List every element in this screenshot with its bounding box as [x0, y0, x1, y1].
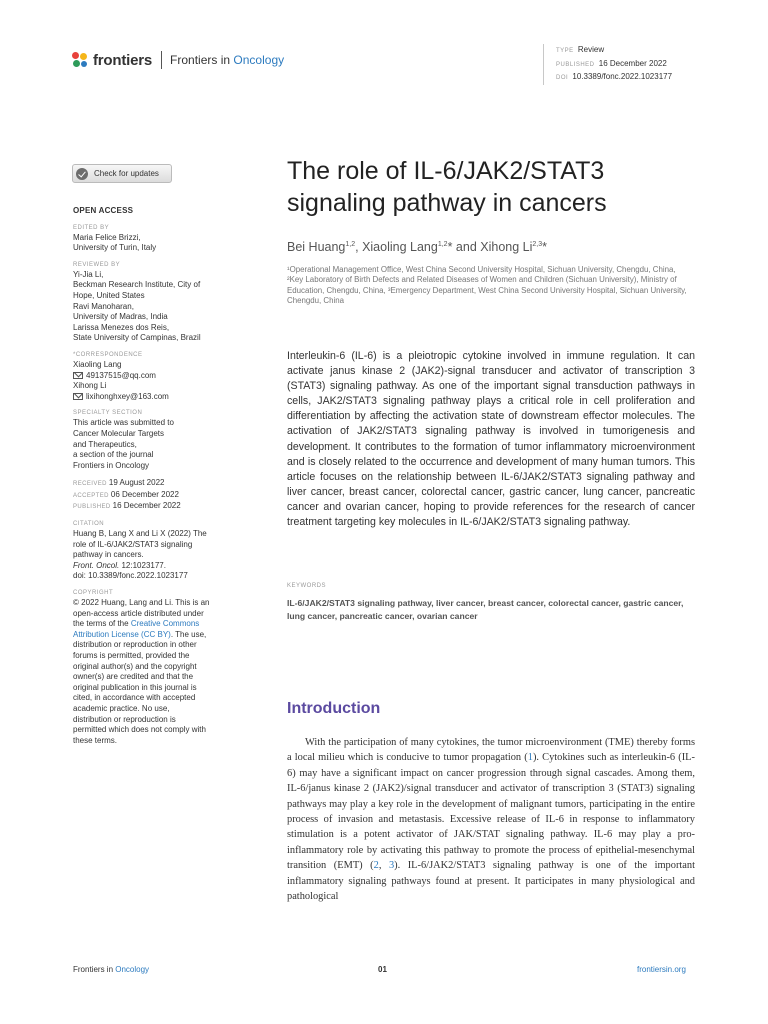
logo-wordmark: frontiers: [93, 51, 153, 69]
published-key: PUBLISHED: [556, 61, 595, 68]
reviewer-line: Hope, United States: [73, 290, 145, 300]
corresponding-mark: *: [542, 240, 547, 254]
author-affiliation-sup: 1,2: [345, 240, 356, 248]
specialty-line: Cancer Molecular Targets: [73, 428, 165, 438]
body-text: ,: [378, 860, 389, 872]
published-value: 16 December 2022: [112, 501, 181, 511]
copyright-line: permitted which does not comply with: [73, 725, 206, 735]
published-value: 16 December 2022: [598, 58, 667, 68]
type-key: TYPE: [556, 48, 574, 54]
page-number: 01: [378, 965, 387, 974]
author-name[interactable]: Bei Huang: [287, 240, 346, 254]
author-separator: and: [452, 240, 481, 254]
corresponding-mark: *: [447, 240, 453, 254]
email-icon: [73, 372, 83, 379]
correspondent-name: Xiaoling Lang: [73, 359, 122, 369]
copyright-line: forums is permitted, provided the: [73, 651, 190, 660]
copyright-line: distribution or reproduction is: [73, 714, 176, 724]
keywords-heading: KEYWORDS: [287, 583, 327, 589]
copyright-line: original author(s) and the copyright: [73, 661, 197, 671]
reviewer-line: University of Madras, India: [73, 312, 168, 322]
body-text: ). Cytokines such as interleukin-6 (IL-6) may have a significant impact on cancer progression through signal cascades. Among them, IL-6/janus kinase 2 (JAK2)/signal transducer and activator of transcription 3 (STAT3) signaling pathways may play a key role in the development of malignant tumors, participating in the entire process of invasion and metastasis. Excessive release of IL-6 in response to inflammatory stimulation is a potent activator of JAK/STAT signaling pathway. IL-6 may play a pro-inflammatory role by activating this pathway to promote the process of epithelial-mesenchymal transition (EMT) (: [287, 752, 695, 872]
copyright-line: academic practice. No use,: [73, 703, 170, 713]
article-title: The role of IL-6/JAK2/STAT3 signaling pathway in cancers: [287, 157, 607, 217]
published-row: [73, 501, 243, 513]
accepted-key: ACCEPTED: [73, 492, 109, 499]
editor-line: University of Turin, Italy: [73, 243, 157, 253]
specialty-line: a section of the journal: [73, 450, 154, 460]
dates-block: [73, 478, 243, 513]
specialty-line: Frontiers in Oncology: [73, 460, 150, 470]
citation-line: pathway in cancers.: [73, 550, 144, 560]
check-icon: [76, 168, 88, 180]
copyright-line: © 2022 Huang, Lang and Li. This is an: [73, 598, 210, 608]
check-for-updates-label: Check for updates: [94, 169, 159, 178]
copyright-line: [73, 630, 243, 641]
published-key: PUBLISHED: [73, 504, 111, 511]
header-divider: [161, 51, 162, 69]
keywords: IL-6/JAK2/STAT3 signaling pathway, liver cancer, breast cancer, colorectal cancer, gastric cancer, lung cancer, pancreatic cancer, ovarian cancer: [287, 598, 684, 621]
email-icon: [73, 393, 83, 400]
copyright-line: cited, in accordance with accepted: [73, 693, 196, 703]
received-row: [73, 478, 243, 490]
type-value: Review: [577, 45, 605, 54]
footer-journal[interactable]: [73, 965, 149, 974]
citation-volume: 12:1023177.: [119, 560, 166, 570]
doi-key: DOI: [556, 75, 569, 81]
correspondent-email[interactable]: lixihonghxey@163.com: [86, 391, 169, 401]
edited-by-heading: EDITED BY: [73, 224, 110, 231]
body-text: With the participation of many cytokines, the tumor microenvironment (TME) thereby forms a local milieu which is conducive to tumor propagation (: [287, 737, 695, 764]
reviewer-line: Larissa Menezes dos Reis,: [73, 322, 170, 332]
journal-name[interactable]: [170, 53, 284, 67]
specialty-section-heading: SPECIALTY SECTION: [73, 410, 143, 417]
reference-link[interactable]: 2: [373, 860, 379, 872]
cc-license-link[interactable]: Creative Commons: [130, 619, 200, 629]
frontiers-logo[interactable]: [72, 50, 284, 70]
author-affiliation-sup: 2,3: [532, 240, 543, 248]
abstract: Interleukin-6 (IL-6) is a pleiotropic cytokine involved in immune regulation. It can activate janus kinase 2 (JAK2)-signal transducer and activator of transcription 3 (STAT3) signaling pathway. As one of the important signal transduction pathways in cells, JAK2/STAT3 signaling pathway plays a critical role in cell proliferation and differentiation by affecting the activation state of downstream effector molecules. The activation of JAK2/STAT3 signaling pathway is involved in tumorigenesis and development. It contributes to the formation of tumor inflammatory microenvironment and is closely related to the occurrence and development of many human tumors. This article focuses on the relationship between IL-6/JAK2/STAT3 signaling pathway and liver cancer, breast cancer, colorectal cancer, gastric cancer, lung cancer, pancreatic cancer and ovarian cancer, hoping to provide references for the research of cancer treatment targeting key molecules in IL-6/JAK2/STAT3 signaling pathway.: [287, 350, 695, 529]
open-access-label: OPEN ACCESS: [73, 206, 134, 215]
reference-link[interactable]: 1: [527, 752, 533, 764]
citation-journal: Front. Oncol.: [73, 560, 120, 570]
specialty-line: and Therapeutics,: [73, 439, 137, 449]
received-key: RECEIVED: [73, 481, 107, 488]
received-value: 19 August 2022: [108, 478, 165, 488]
citation-heading: CITATION: [73, 521, 105, 528]
footer-journal-name: Oncology: [115, 965, 150, 974]
check-for-updates-button[interactable]: [72, 164, 172, 183]
affiliations: ¹Operational Management Office, West China Second University Hospital, Sichuan University, Chengdu, China, ²Key Laboratory of Birth Defects and Related Diseases of Women and Children (Sichuan University), Ministry of Education, Chengdu, China, ³Emergency Department, West China Second University Hospital, Sichuan University, Chengdu, China: [287, 265, 687, 306]
copyright-text: the terms of the: [73, 619, 131, 629]
accepted-row: [73, 490, 243, 502]
citation-doi[interactable]: doi: 10.3389/fonc.2022.1023177: [73, 571, 188, 581]
correspondence-heading: *CORRESPONDENCE: [73, 351, 143, 358]
sidebar: [73, 206, 243, 746]
introduction-heading: Introduction: [287, 700, 381, 717]
author-list: [287, 240, 547, 254]
cc-license-link[interactable]: Attribution License (CC BY): [73, 629, 171, 639]
correspondent-email[interactable]: 49137515@qq.com: [86, 370, 156, 380]
copyright-line: owner(s) are credited and that the: [73, 672, 194, 682]
reviewer-line: State University of Campinas, Brazil: [73, 333, 201, 343]
copyright-line: these terms.: [73, 735, 118, 745]
author-name[interactable]: Xihong Li: [480, 240, 533, 254]
body-text: ). IL-6/JAK2/STAT3 signaling pathway is one of the important inflammatory signaling pathways found at present. It participates in many physiological and pathological: [287, 860, 695, 903]
journal-name-accent: Oncology: [233, 53, 285, 67]
citation-line: [73, 561, 243, 572]
copyright-line: [73, 619, 243, 630]
author-separator: ,: [355, 240, 363, 254]
correspondent-email-row[interactable]: [73, 371, 243, 382]
doi-value[interactable]: 10.3389/fonc.2022.1023177: [572, 72, 673, 81]
footer-journal-prefix: Frontiers in: [73, 965, 114, 974]
author-name[interactable]: Xiaoling Lang: [362, 240, 438, 254]
body-paragraph: [287, 735, 695, 904]
footer-site-link[interactable]: frontiersin.org: [637, 965, 686, 974]
copyright-line: open-access article distributed under: [73, 608, 204, 618]
copyright-heading: COPYRIGHT: [73, 590, 114, 597]
correspondent-name: Xihong Li: [73, 381, 107, 391]
reference-link[interactable]: 3: [388, 860, 395, 872]
article-meta: [543, 44, 672, 85]
editor-line: Maria Felice Brizzi,: [73, 232, 141, 242]
reviewer-line: Yi-Jia Li,: [73, 269, 104, 279]
frontiers-logo-icon: [72, 52, 89, 69]
citation-line: role of IL-6/JAK2/STAT3 signaling: [73, 539, 193, 549]
reviewed-by-heading: REVIEWED BY: [73, 261, 121, 268]
reviewer-line: Ravi Manoharan,: [73, 301, 134, 311]
introduction-body: [287, 735, 695, 904]
copyright-line: original publication in this journal is: [73, 682, 197, 692]
journal-prefix: Frontiers in: [170, 53, 231, 67]
copyright-text: . The use,: [170, 629, 207, 639]
reviewer-line: Beckman Research Institute, City of: [73, 280, 201, 290]
citation-line: Huang B, Lang X and Li X (2022) The: [73, 529, 207, 539]
correspondent-email-row[interactable]: [73, 392, 243, 403]
copyright-line: distribution or reproduction in other: [73, 640, 197, 650]
specialty-line: This article was submitted to: [73, 418, 174, 428]
author-affiliation-sup: 1,2: [437, 240, 448, 248]
accepted-value: 06 December 2022: [110, 489, 179, 499]
